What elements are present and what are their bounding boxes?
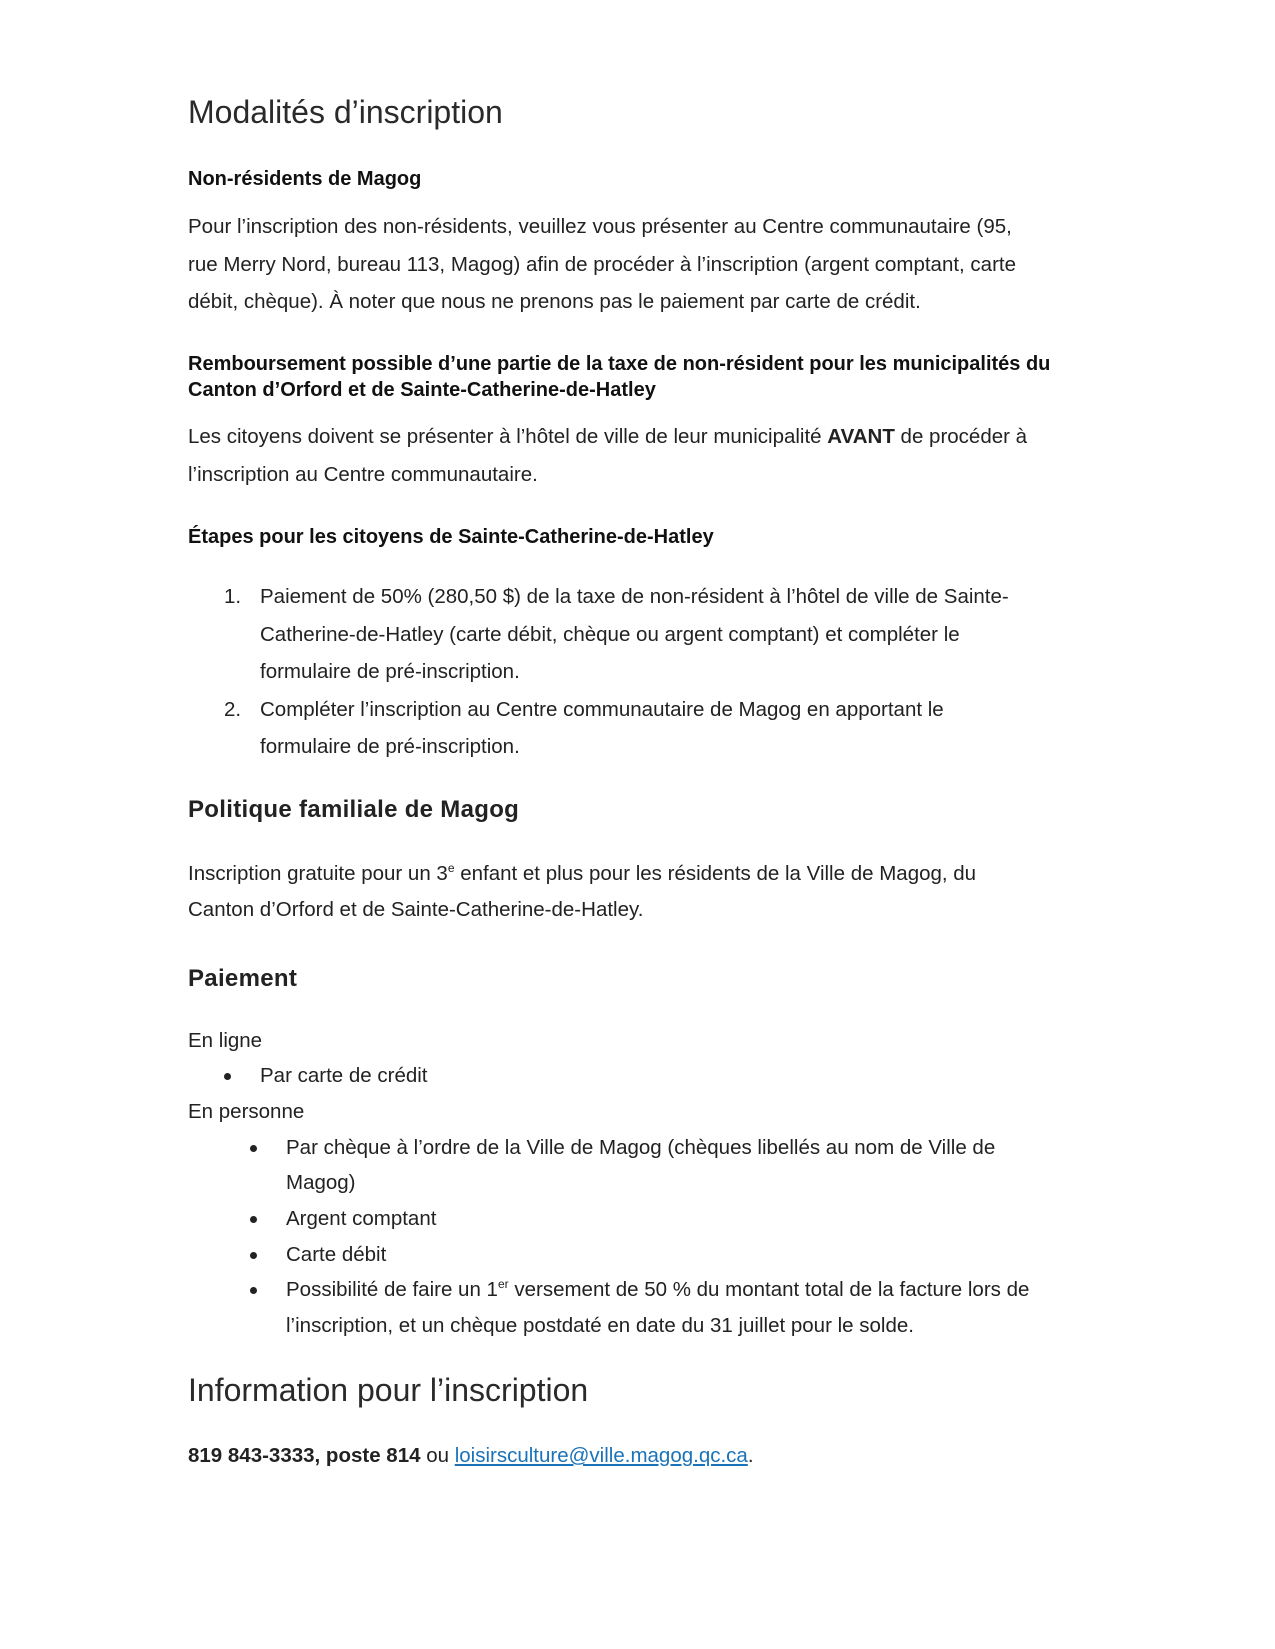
list-item-text: Par chèque à l’ordre de la Ville de Magog (chèques libellés au nom de Ville de bbox=[286, 1136, 996, 1159]
list-item-text: formulaire de pré-inscription. bbox=[260, 735, 520, 758]
heading-refund-line: Remboursement possible d’une partie de la taxe de non-résident pour les municipalités du bbox=[188, 353, 1051, 375]
section-title-information: Information pour l’inscription bbox=[188, 1372, 589, 1408]
text-span: Inscription gratuite pour un 3 bbox=[188, 862, 448, 885]
label-in-person: En personne bbox=[188, 1100, 305, 1123]
list-number: 1. bbox=[224, 585, 242, 608]
heading-refund-line: Canton d’Orford et de Sainte-Catherine-de-Hatley bbox=[188, 379, 656, 401]
bullet-dot bbox=[250, 1216, 257, 1223]
paragraph-line: Pour l’inscription des non-résidents, veuillez vous présenter au Centre communautaire (95, bbox=[188, 215, 1012, 238]
heading-non-residents: Non-résidents de Magog bbox=[188, 168, 422, 190]
list-item-text: Argent comptant bbox=[286, 1207, 437, 1230]
list-item-text: l’inscription, et un chèque postdaté en date du 31 juillet pour le solde. bbox=[286, 1314, 914, 1337]
paragraph-line: Canton d’Orford et de Sainte-Catherine-de-Hatley. bbox=[188, 898, 644, 921]
bullet-dot bbox=[250, 1145, 257, 1152]
text-span: Possibilité de faire un 1 bbox=[286, 1278, 498, 1301]
list-item-text: Magog) bbox=[286, 1171, 356, 1194]
section-title-modalites: Modalités d’inscription bbox=[188, 94, 503, 130]
list-item-text: Paiement de 50% (280,50 $) de la taxe de non-résident à l’hôtel de ville de Sainte- bbox=[260, 585, 1009, 608]
text-span: Les citoyens doivent se présenter à l’hôtel de ville de leur municipalité bbox=[188, 425, 828, 448]
label-online: En ligne bbox=[188, 1029, 263, 1052]
text-span: . bbox=[747, 1444, 754, 1467]
superscript: er bbox=[497, 1277, 509, 1292]
section-title-payment: Paiement bbox=[188, 965, 298, 992]
bullet-dot bbox=[224, 1073, 231, 1080]
phone-number: 819 843-3333, poste 814 bbox=[188, 1444, 421, 1467]
list-item-text: formulaire de pré-inscription. bbox=[260, 660, 520, 683]
contact-line bbox=[188, 1437, 754, 1475]
list-item-text bbox=[286, 1271, 1029, 1309]
list-item-text: Compléter l’inscription au Centre communautaire de Magog en apportant le bbox=[260, 698, 944, 721]
text-span: enfant et plus pour les résidents de la Ville de Magog, du bbox=[454, 862, 977, 885]
text-span: versement de 50 % du montant total de la facture lors de bbox=[508, 1278, 1030, 1301]
section-title-family-policy: Politique familiale de Magog bbox=[188, 796, 520, 823]
bullet-dot bbox=[250, 1252, 257, 1259]
paragraph-line: débit, chèque). À noter que nous ne prenons pas le paiement par carte de crédit. bbox=[188, 290, 921, 313]
superscript: e bbox=[447, 861, 455, 876]
email-link[interactable]: loisirsculture@ville.magog.qc.ca bbox=[454, 1444, 748, 1467]
paragraph-line: l’inscription au Centre communautaire. bbox=[188, 463, 538, 486]
paragraph-line bbox=[188, 855, 976, 893]
paragraph-line bbox=[188, 418, 1027, 456]
list-item-text: Par carte de crédit bbox=[260, 1064, 428, 1087]
text-span: de procéder à bbox=[894, 425, 1028, 448]
bullet-dot bbox=[250, 1287, 257, 1294]
list-item-text: Carte débit bbox=[286, 1243, 387, 1266]
heading-steps: Étapes pour les citoyens de Sainte-Catherine-de-Hatley bbox=[188, 526, 714, 548]
list-item-text: Catherine-de-Hatley (carte débit, chèque ou argent comptant) et compléter le bbox=[260, 623, 960, 646]
list-number: 2. bbox=[224, 698, 242, 721]
paragraph-line: rue Merry Nord, bureau 113, Magog) afin de procéder à l’inscription (argent comptant, carte bbox=[188, 253, 1017, 276]
emphasis-avant: AVANT bbox=[827, 425, 895, 448]
text-span: ou bbox=[420, 1444, 455, 1467]
